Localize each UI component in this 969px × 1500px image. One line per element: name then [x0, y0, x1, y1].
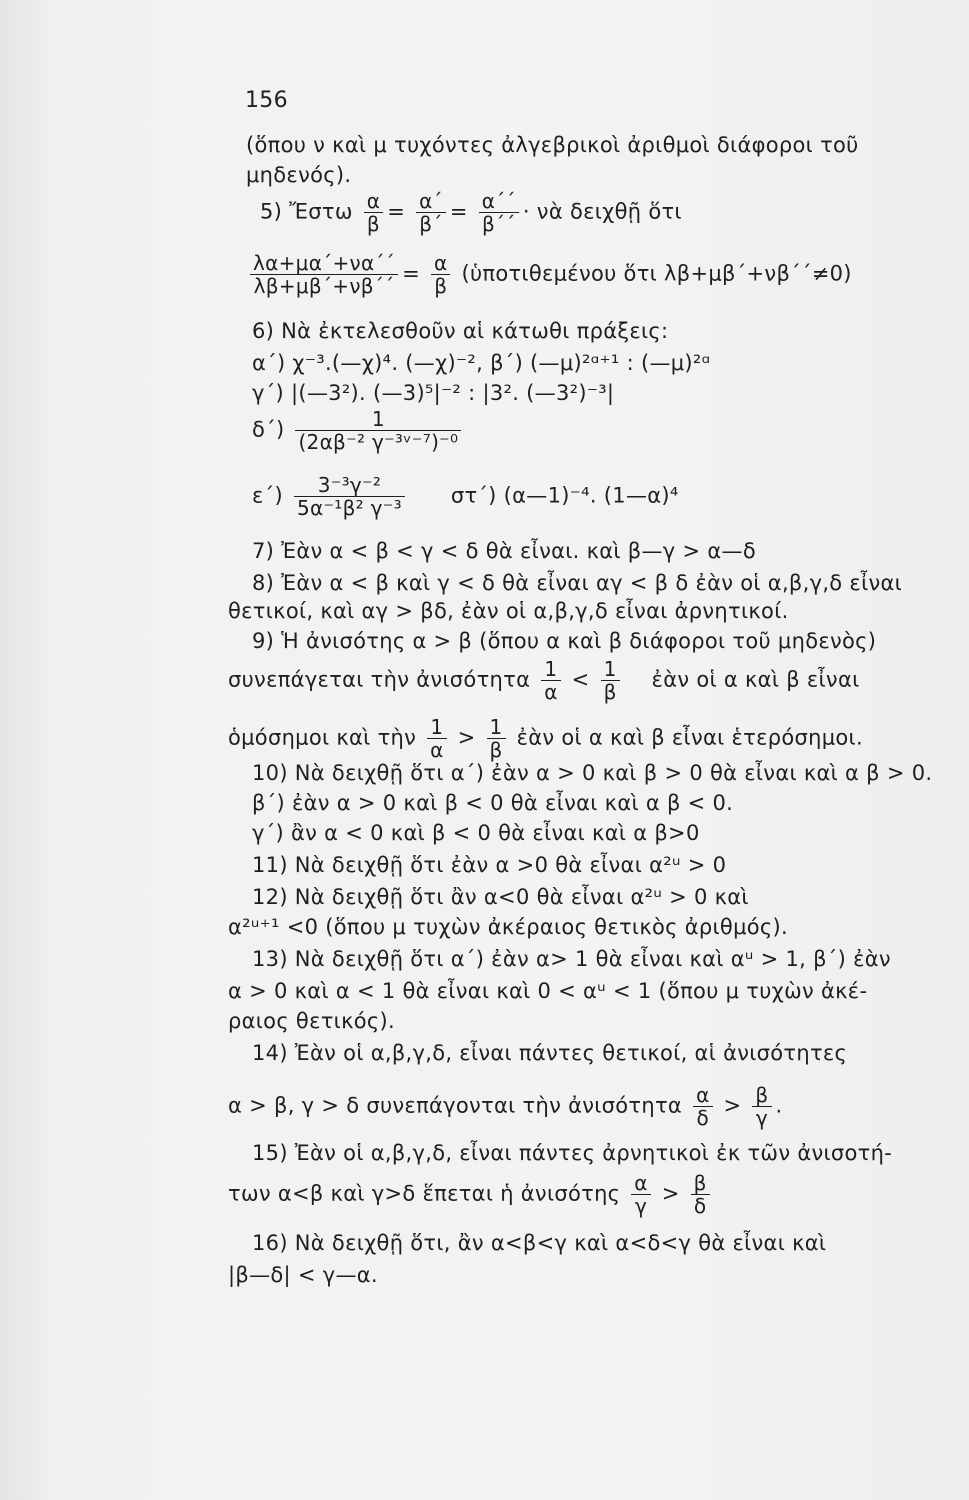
denominator: α — [544, 680, 558, 704]
denominator: λβ+μβ΄+νβ΄΄ — [253, 274, 395, 298]
exercise-6a: α΄) χ⁻³.(—χ)⁴. (—χ)⁻², β΄) (—μ)²ᵅ⁺¹ : (—μ)²ᵅ — [252, 351, 711, 375]
numerator: 3⁻³γ⁻² — [294, 474, 405, 497]
relation-symbol: > — [661, 1181, 680, 1206]
fraction — [294, 474, 405, 519]
exercise-14-cont — [228, 1084, 782, 1129]
denominator: α — [430, 738, 444, 762]
numerator: α΄ — [416, 190, 446, 213]
text-segment: ε΄) — [252, 483, 283, 508]
text-segment: . — [775, 1093, 783, 1118]
text-segment: 5) Ἔστω — [260, 199, 353, 224]
exercise-15-cont — [228, 1172, 714, 1217]
fraction — [250, 252, 398, 297]
numerator: β — [691, 1172, 710, 1195]
exercise-6c: γ΄) |(—3²). (—3)⁵|⁻² : |3². (—3²)⁻³| — [252, 381, 615, 405]
denominator: β΄ — [419, 212, 443, 236]
exercise-11: 11) Νὰ δειχθῇ ὅτι ἐὰν α >0 θὰ εἶναι α²ᵘ > 0 — [252, 853, 727, 877]
relation-symbol: > — [723, 1093, 742, 1118]
exercise-9-cont2 — [228, 716, 863, 761]
text-segment: ὁμόσημοι καὶ τὴν — [228, 725, 417, 750]
denominator: β — [366, 212, 380, 236]
numerator: 1 — [427, 716, 446, 739]
numerator: 1 — [487, 716, 506, 739]
relation-symbol: < — [571, 667, 590, 692]
fraction — [541, 658, 560, 703]
numerator: α — [364, 190, 383, 213]
text-segment: συνεπάγεται τὴν ἀνισότητα — [228, 667, 531, 692]
text-line: ραιος θετικός). — [228, 1009, 395, 1033]
fraction — [364, 190, 383, 235]
denominator: β — [603, 680, 617, 704]
denominator: (2αβ⁻² γ⁻³ᵛ⁻⁷)⁻⁰ — [298, 430, 459, 454]
numerator: α΄΄ — [479, 190, 519, 213]
fraction — [427, 716, 446, 761]
denominator: γ — [634, 1194, 648, 1218]
numerator: 1 — [541, 658, 560, 681]
text-line: θετικοί, καὶ αγ > βδ, ἐὰν οἱ α,β,γ,δ εἶναι ἀρνητικοί. — [228, 599, 789, 623]
text-segment: στ΄) (α—1)⁻⁴. (1—α)⁴ — [450, 483, 679, 508]
fraction — [295, 408, 461, 453]
exercise-5-formula: $\frac{\lambda\alpha+\mu\alpha΄+\nu\alpha΄΄}{\lambda\beta+\mu\beta΄+\nu\beta΄΄}$ = $\frac{\alpha}{\beta}$ (ὑποτιθεμένου ὅτι λβ+μβ΄+νβ΄΄≠0) — [246, 252, 852, 297]
exercise-5: 5) Ἔστω $\frac{\alpha}{\beta}$ = $\frac{\alpha΄}{\beta΄}$ = $\frac{\alpha΄΄}{\beta΄΄}$ · νὰ δειχθῇ ὅτι — [260, 189, 682, 236]
exercise-12: 12) Νὰ δειχθῇ ὅτι ἂν α<0 θὰ εἶναι α²ᵘ > 0 καὶ — [252, 885, 749, 909]
relation-symbol: > — [457, 725, 476, 750]
text-segment: ἐὰν οἱ α καὶ β εἶναι ἑτερόσημοι. — [516, 725, 863, 750]
numerator: α — [693, 1084, 712, 1107]
exercise-9-cont — [228, 658, 860, 703]
text-line: α > 0 καὶ α < 1 θὰ εἶναι καὶ 0 < αᵘ < 1 (ὅπου μ τυχὼν ἀκέ- — [228, 979, 868, 1003]
numerator: 1 — [601, 658, 620, 681]
text-line: |β—δ| < γ—α. — [228, 1263, 378, 1287]
text-line: μηδενός). — [246, 163, 352, 187]
text-segment: νὰ δειχθῇ ὅτι — [536, 199, 682, 224]
denominator: β΄΄ — [481, 212, 516, 236]
exercise-6e — [252, 474, 679, 519]
exercise-7: 7) Ἐὰν α < β < γ < δ θὰ εἶναι. καὶ β—γ > α—δ — [252, 539, 756, 563]
denominator: γ — [755, 1106, 769, 1130]
text-line: (ὅπου ν καὶ μ τυχόντες ἀλγεβρικοὶ ἀριθμοὶ διάφοροι τοῦ — [246, 133, 859, 157]
fraction — [752, 1084, 771, 1129]
exercise-9: 9) Ἡ ἀνισότης α > β (ὅπου α καὶ β διάφοροι τοῦ μηδενὸς) — [252, 629, 877, 653]
text-segment: δ΄) — [252, 417, 285, 442]
fraction — [431, 252, 450, 297]
page-number: 156 — [245, 88, 288, 113]
numerator: α — [431, 252, 450, 275]
exercise-10c: γ΄) ἂν α < 0 καὶ β < 0 θὰ εἶναι καὶ α β>0 — [252, 821, 700, 845]
numerator: 1 — [295, 408, 461, 431]
text-segment: (ὑποτιθεμένου ὅτι λβ+μβ΄+νβ΄΄≠0) — [461, 261, 852, 286]
fraction — [487, 716, 506, 761]
text-segment: των α<β καὶ γ>δ ἕπεται ἡ ἀνισότης — [228, 1181, 621, 1206]
denominator: δ — [693, 1194, 707, 1218]
numerator: λα+μα΄+να΄΄ — [250, 252, 398, 275]
denominator: β — [489, 738, 503, 762]
exercise-6: 6) Νὰ ἐκτελεσθοῦν αἱ κάτωθι πράξεις: — [252, 319, 669, 343]
fraction — [601, 658, 620, 703]
denominator: β — [434, 274, 448, 298]
text-line: α²ᵘ⁺¹ <0 (ὅπου μ τυχὼν ἀκέραιος θετικὸς ἀριθμός). — [228, 915, 788, 939]
exercise-13: 13) Νὰ δειχθῇ ὅτι α΄) ἐὰν α> 1 θὰ εἶναι καὶ αᵘ > 1, β΄) ἐὰν — [252, 947, 891, 971]
numerator: β — [752, 1084, 771, 1107]
fraction — [479, 190, 519, 235]
exercise-15: 15) Ἐὰν οἱ α,β,γ,δ, εἶναι πάντες ἀρνητικοὶ ἐκ τῶν ἀνισοτή- — [252, 1141, 893, 1165]
exercise-10: 10) Νὰ δειχθῇ ὅτι α΄) ἐὰν α > 0 καὶ β > 0 θὰ εἶναι καὶ α β > 0. — [252, 761, 933, 785]
denominator: 5α⁻¹β² γ⁻³ — [296, 496, 402, 520]
fraction — [693, 1084, 712, 1129]
exercise-10b: β΄) ἐὰν α > 0 καὶ β < 0 θὰ εἶναι καὶ α β < 0. — [252, 791, 734, 815]
exercise-14: 14) Ἐὰν οἱ α,β,γ,δ, εἶναι πάντες θετικοί, αἱ ἀνισότητες — [252, 1041, 848, 1065]
text-segment: α > β, γ > δ συνεπάγονται τὴν ἀνισότητα — [228, 1093, 683, 1118]
exercise-16: 16) Νὰ δειχθῇ ὅτι, ἂν α<β<γ καὶ α<δ<γ θὰ εἶναι καὶ — [252, 1231, 827, 1255]
exercise-6d — [252, 408, 465, 453]
exercise-8: 8) Ἐὰν α < β καὶ γ < δ θὰ εἶναι αγ < β δ ἐὰν οἱ α,β,γ,δ εἶναι — [252, 571, 903, 595]
fraction — [631, 1172, 650, 1217]
denominator: δ — [696, 1106, 710, 1130]
text-segment: ἐὰν οἱ α καὶ β εἶναι — [651, 667, 860, 692]
numerator: α — [631, 1172, 650, 1195]
fraction — [691, 1172, 710, 1217]
fraction — [416, 190, 446, 235]
